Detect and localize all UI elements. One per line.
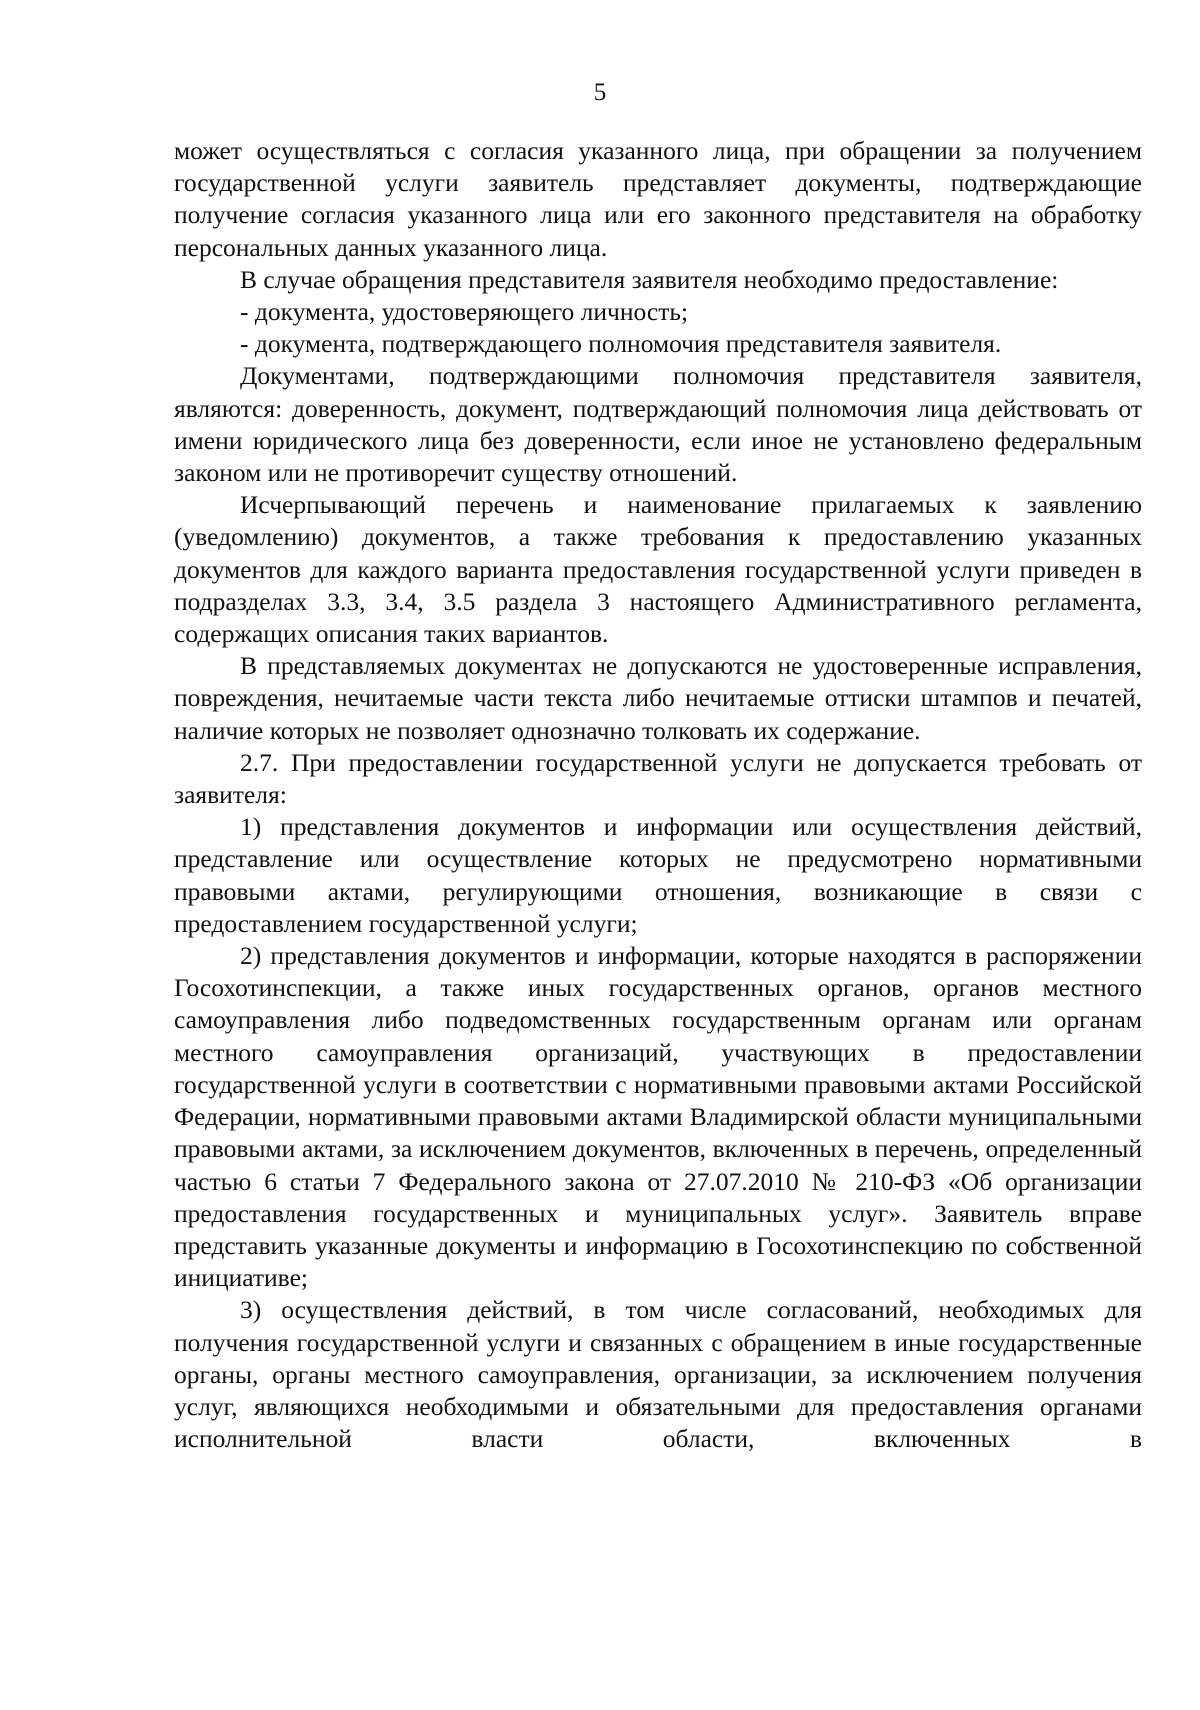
page-number: 5 bbox=[593, 79, 607, 106]
paragraph-authority-documents: Документами, подтверждающими полномочия представителя заявителя, являются: доверенность, документ, подтверждающий полномочия лица действовать от имени юридического лица без доверенности, если иное не установлено федеральным законом или не противоречит существу отношений. bbox=[174, 361, 1142, 488]
paragraph-no-corrections: В представляемых документах не допускаются не удостоверенные исправления, повреждения, нечитаемые части текста либо нечитаемые оттиски штампов и печатей, наличие которых не позволяет однозначно толковать их содержание. bbox=[174, 651, 1142, 745]
paragraph-representative-intro: В случае обращения представителя заявителя необходимо предоставление: bbox=[240, 264, 1059, 294]
list-item-identity-document: - документа, удостоверяющего личность; bbox=[240, 297, 689, 327]
list-item-3: 3) осуществления действий, в том числе согласований, необходимых для получения государственной услуги и связанных с обращением в иные государственные органы, органы местного самоуправления, организации, за исключением получения услуг, являющихся необходимыми и обязательными для предоставления органами исполнительной власти области, включенных в bbox=[174, 1295, 1142, 1454]
list-item-2: 2) представления документов и информации, которые находятся в распоряжении Госохотинспекции, а также иных государственных органов, органов местного самоуправления либо подведомственных государственным органам или органам местного самоуправления организаций, участвующих в предоставлении государственной услуги в соответствии с нормативными правовыми актами Российской Федерации, нормативными правовыми актами Владимирской области муниципальными правовыми актами, за исключением документов, включенных в перечень, определенный частью 6 статьи 7 Федерального закона от 27.07.2010 № 210-ФЗ «Об организации предоставления государственных и муниципальных услуг». Заявитель вправе представить указанные документы и информацию в Госохотинспекцию по собственной инициативе; bbox=[174, 941, 1142, 1293]
document-body bbox=[174, 135, 1142, 1455]
list-item-authority-document: - документа, подтверждающего полномочия представителя заявителя. bbox=[240, 329, 1002, 359]
section-2-7-heading: 2.7. При предоставлении государственной услуги не допускается требовать от заявителя: bbox=[174, 747, 1142, 810]
list-item-1: 1) представления документов и информации или осуществления действий, представление или осуществление которых не предусмотрено нормативными правовыми актами, регулирующими отношения, возникающие в связи с предоставлением государственной услуги; bbox=[174, 812, 1142, 938]
paragraph-consent-continuation: может осуществляться с согласия указанного лица, при обращении за получением государственной услуги заявитель представляет документы, подтверждающие получение согласия указанного лица или его законного представителя на обработку персональных данных указанного лица. bbox=[174, 136, 1142, 262]
paragraph-exhaustive-list: Исчерпывающий перечень и наименование прилагаемых к заявлению (уведомлению) документов, а также требования к предоставлению указанных документов для каждого варианта предоставления государственной услуги приведен в подразделах 3.3, 3.4, 3.5 раздела 3 настоящего Административного регламента, содержащих описания таких вариантов. bbox=[174, 490, 1142, 649]
